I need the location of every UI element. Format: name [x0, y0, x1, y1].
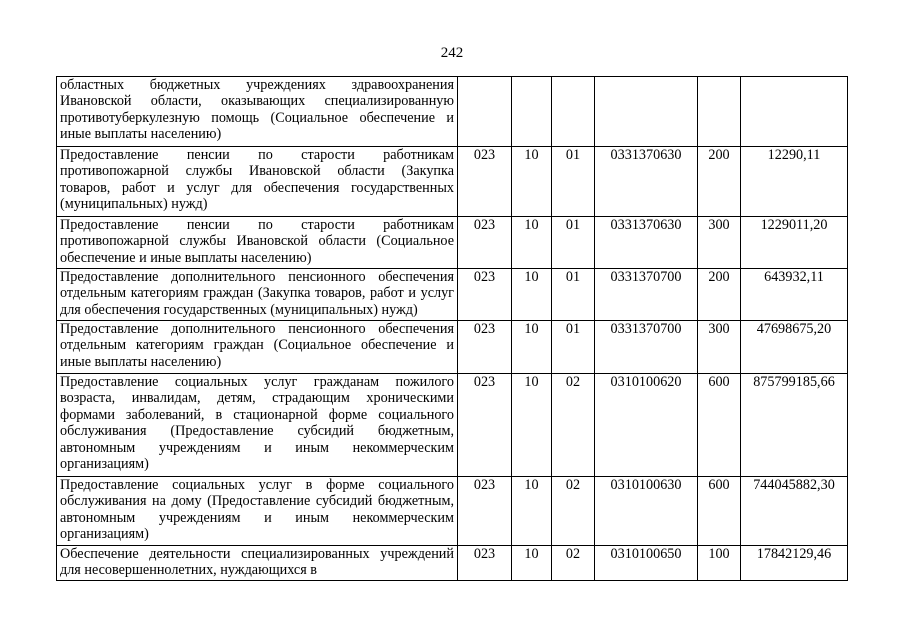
row-target-article [595, 77, 698, 147]
row-description: Предоставление пенсии по старости работникам противопожарной службы Ивановской области (Закупка товаров, работ и услуг для обеспечения государственных (муниципальных) нужд) [57, 147, 458, 217]
row-admin-code: 023 [458, 374, 512, 477]
row-subsection: 02 [552, 477, 595, 546]
row-target-article: 0310100620 [595, 374, 698, 477]
row-subsection [552, 77, 595, 147]
row-description: областных бюджетных учреждениях здравоохранения Ивановской области, оказывающих специализированную противотуберкулезную помощь (Социальное обеспечение и иные выплаты населению) [57, 77, 458, 147]
row-subsection: 01 [552, 217, 595, 269]
row-expense-type: 300 [698, 217, 741, 269]
row-admin-code: 023 [458, 269, 512, 321]
row-description: Предоставление социальных услуг гражданам пожилого возраста, инвалидам, детям, страдающим хроническими формами заболеваний, в стационарной форме социального обслуживания (Предоставление субсидий бюджетным, автономным учреждениям и иным некоммерческим организациям) [57, 374, 458, 477]
row-target-article: 0331370700 [595, 269, 698, 321]
row-description: Обеспечение деятельности специализированных учреждений для несовершеннолетних, нуждающихся в [57, 546, 458, 581]
row-amount: 47698675,20 [741, 321, 848, 374]
row-subsection: 01 [552, 269, 595, 321]
row-description: Предоставление дополнительного пенсионного обеспечения отдельным категориям граждан (Социальное обеспечение и иные выплаты населению) [57, 321, 458, 374]
row-expense-type: 600 [698, 374, 741, 477]
row-expense-type: 200 [698, 147, 741, 217]
row-section: 10 [512, 147, 552, 217]
table-row [57, 217, 848, 269]
row-section: 10 [512, 217, 552, 269]
row-amount: 643932,11 [741, 269, 848, 321]
row-target-article: 0331370630 [595, 217, 698, 269]
table-row [57, 147, 848, 217]
row-section: 10 [512, 374, 552, 477]
row-amount: 1229011,20 [741, 217, 848, 269]
table-row [57, 269, 848, 321]
row-admin-code: 023 [458, 477, 512, 546]
table-row [57, 321, 848, 374]
row-subsection: 02 [552, 546, 595, 581]
row-description: Предоставление дополнительного пенсионного обеспечения отдельным категориям граждан (Закупка товаров, работ и услуг для обеспечения государственных (муниципальных) нужд) [57, 269, 458, 321]
row-expense-type: 300 [698, 321, 741, 374]
row-amount: 12290,11 [741, 147, 848, 217]
row-amount: 875799185,66 [741, 374, 848, 477]
row-amount: 17842129,46 [741, 546, 848, 581]
row-subsection: 01 [552, 147, 595, 217]
row-amount: 744045882,30 [741, 477, 848, 546]
row-target-article: 0331370630 [595, 147, 698, 217]
row-amount [741, 77, 848, 147]
row-expense-type: 100 [698, 546, 741, 581]
budget-table [56, 76, 848, 581]
row-target-article: 0331370700 [595, 321, 698, 374]
row-expense-type [698, 77, 741, 147]
row-section [512, 77, 552, 147]
table-row [57, 546, 848, 581]
row-admin-code: 023 [458, 321, 512, 374]
row-admin-code: 023 [458, 217, 512, 269]
table-row [57, 374, 848, 477]
row-description: Предоставление пенсии по старости работникам противопожарной службы Ивановской области (Социальное обеспечение и иные выплаты населению) [57, 217, 458, 269]
row-description: Предоставление социальных услуг в форме социального обслуживания на дому (Предоставление субсидий бюджетным, автономным учреждениям и иным некоммерческим организациям) [57, 477, 458, 546]
row-subsection: 02 [552, 374, 595, 477]
row-section: 10 [512, 546, 552, 581]
row-target-article: 0310100650 [595, 546, 698, 581]
row-admin-code [458, 77, 512, 147]
row-expense-type: 600 [698, 477, 741, 546]
row-admin-code: 023 [458, 546, 512, 581]
row-admin-code: 023 [458, 147, 512, 217]
row-target-article: 0310100630 [595, 477, 698, 546]
row-subsection: 01 [552, 321, 595, 374]
page-number: 242 [440, 45, 464, 61]
row-section: 10 [512, 269, 552, 321]
row-section: 10 [512, 321, 552, 374]
row-expense-type: 200 [698, 269, 741, 321]
table-row [57, 477, 848, 546]
table-row [57, 77, 848, 147]
row-section: 10 [512, 477, 552, 546]
